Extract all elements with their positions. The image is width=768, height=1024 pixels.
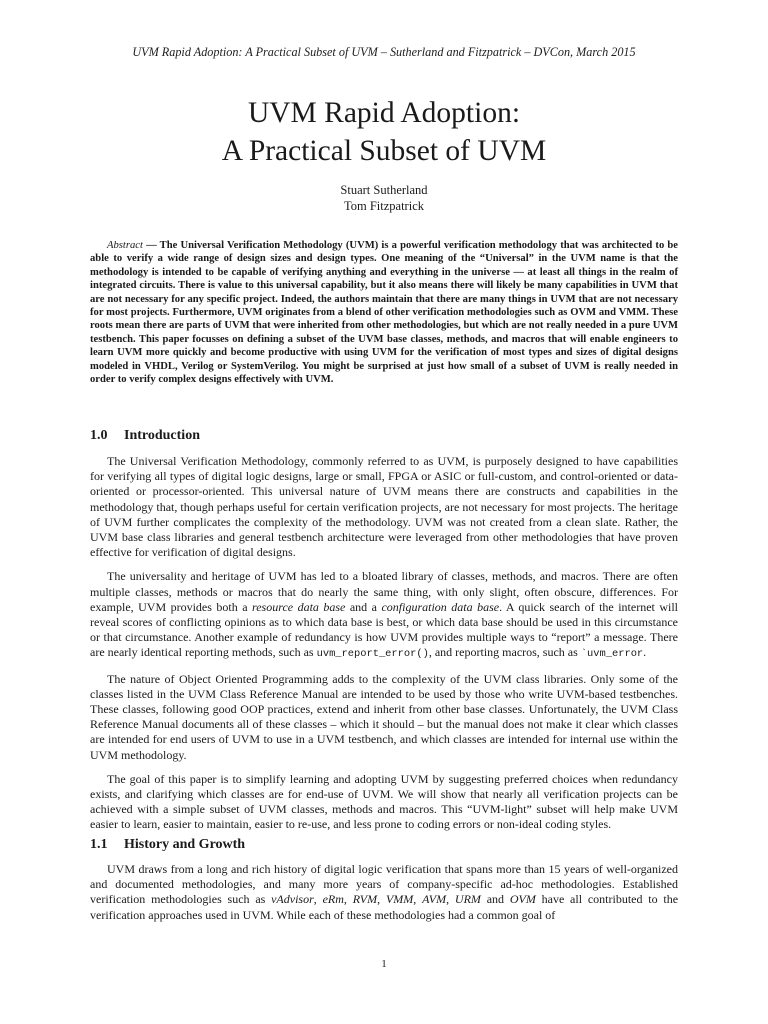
emphasis: resource data base: [252, 599, 346, 614]
methodology-name: URM: [454, 892, 481, 907]
history-body: [90, 862, 678, 932]
section-number: 1.1: [90, 837, 108, 852]
author-name: Tom Fitzpatrick: [343, 199, 424, 213]
section-heading-history: [90, 837, 245, 853]
text-run: ,: [313, 892, 323, 907]
text-run: have all contributed to the verification approaches used in UVM. While each of these methodologies had a common goal of: [90, 892, 679, 922]
code-snippet: `uvm_error: [580, 648, 644, 661]
text-run: , and reporting macros, such as: [428, 645, 581, 660]
text-run: and a: [345, 599, 382, 614]
text-run: . A quick search of the internet will reveal scores of conflicting opinions as to which data base is best, or which data base should be used in this circumstance or that circumstance. Another example of redundancy is how UVM provides multiple ways to “report” a message. There are nearly identical reporting methods, such as: [90, 599, 678, 660]
title-line-1: UVM Rapid Adoption:: [247, 97, 521, 129]
abstract: [90, 239, 678, 386]
section-title: Introduction: [124, 428, 200, 443]
text-run: .: [643, 645, 647, 660]
paragraph: The nature of Object Oriented Programming adds to the complexity of the UVM class libraries. Only some of the classes listed in the UVM Class Reference Manual are intended to be used by those who write UVM-based testbenches. These classes, following good OOP practices, extend and inherit from other base classes. Unfortunately, the UVM Class Reference Manual documents all of these classes – which it should – but the manual does not make it clear which classes are intended for end users of UVM to use in a UVM testbench, and which classes are intended for internal use within the UVM methodology.: [90, 671, 678, 762]
section-heading-introduction: [90, 428, 200, 444]
emphasis: configuration data base: [381, 599, 500, 614]
paper-title: [90, 94, 678, 170]
page-number: 1: [381, 958, 387, 970]
title-line-2: A Practical Subset of UVM: [221, 135, 547, 167]
methodology-name: vAdvisor: [271, 892, 314, 907]
introduction-body: [90, 454, 678, 842]
code-snippet: uvm_report_error(): [316, 648, 429, 661]
text-run: ,: [446, 892, 455, 907]
text-run: and: [480, 892, 510, 907]
text-run: UVM draws from a long and rich history of digital logic verification that spans more than 15 years of well-organized and documented methodologies, and many more years of company-specific ad-hoc methodologies. Established verification methodologies such as: [90, 862, 678, 907]
methodology-name: OVM: [509, 892, 536, 907]
methodology-name: VMM: [385, 892, 414, 907]
methodology-name: RVM: [352, 892, 378, 907]
section-title: History and Growth: [124, 837, 246, 852]
running-header: UVM Rapid Adoption: A Practical Subset of UVM – Sutherland and Fitzpatrick – DVCon, March 2015: [132, 45, 636, 59]
methodology-name: eRm: [322, 892, 344, 907]
abstract-text: — The Universal Verification Methodology (UVM) is a powerful verification methodology that was architected to be able to verify a wide range of design sizes and design types. One meaning of the “Universal” in the UVM name is that the methodology is intended to be capable of verifying anything and everything in the universe — at least all things in the realm of integrated circuits. There is value to this universal capability, but it also means there will likely be many capabilities in UVM that are not necessary for any specific project. Indeed, the authors maintain that there are many things in UVM that are not necessary for most projects. Furthermore, UVM originates from a blend of other verification methodologies such as OVM and VMM. These roots mean there are parts of UVM that were inherited from other methodologies, but which are not really needed in a pure UVM testbench. This paper focusses on defining a subset of the UVM base classes, methods, and macros that will enable engineers to learn UVM more quickly and become productive with using UVM for the verification of most types and sizes of digital designs modeled in VHDL, Verilog or SystemVerilog. You might be surprised at just how small of a subset of UVM is really needed in order to verify complex designs effectively with UVM.: [90, 240, 678, 386]
paragraph: The goal of this paper is to simplify learning and adopting UVM by suggesting preferred choices when redundancy exists, and clarifying which classes are for end-use of UVM. We will show that nearly all verification projects can be achieved with a simple subset of UVM classes, methods and macros. This “UVM-light” subset will help make UVM easier to learn, easier to maintain, easier to re-use, and less prone to coding errors or non-ideal coding styles.: [90, 771, 678, 832]
author-list: [90, 182, 678, 214]
text-run: The universality and heritage of UVM has led to a bloated library of classes, methods, and macros. There are often multiple classes, methods or macros that do nearly the same thing, with only slight, often obscure, differences. For example, UVM provides both a: [90, 569, 678, 614]
text-run: ,: [343, 892, 353, 907]
paragraph: The Universal Verification Methodology, commonly referred to as UVM, is purposely designed to have capabilities for verifying all types of digital logic designs, large or small, FPGA or ASIC or full-custom, and control-oriented or data-oriented or processor-oriented. This universal nature of UVM means there are constructs and capabilities in the methodology that, though perhaps useful for certain verification projects, are not necessary for most projects. The heritage of UVM further complicates the complexity of the methodology. UVM was not created from a clean slate. Rather, the UVM base class libraries and general testbench architecture were leveraged from other methodologies that have proven effective for verification of digital designs.: [90, 454, 678, 560]
section-number: 1.0: [90, 428, 108, 443]
paragraph: [90, 862, 678, 923]
paragraph: [90, 569, 678, 662]
paper-page: [90, 0, 678, 1024]
text-run: ,: [413, 892, 423, 907]
author-name: Stuart Sutherland: [340, 183, 428, 197]
text-run: ,: [377, 892, 386, 907]
methodology-name: AVM: [422, 892, 447, 907]
abstract-label: Abstract: [107, 240, 143, 251]
